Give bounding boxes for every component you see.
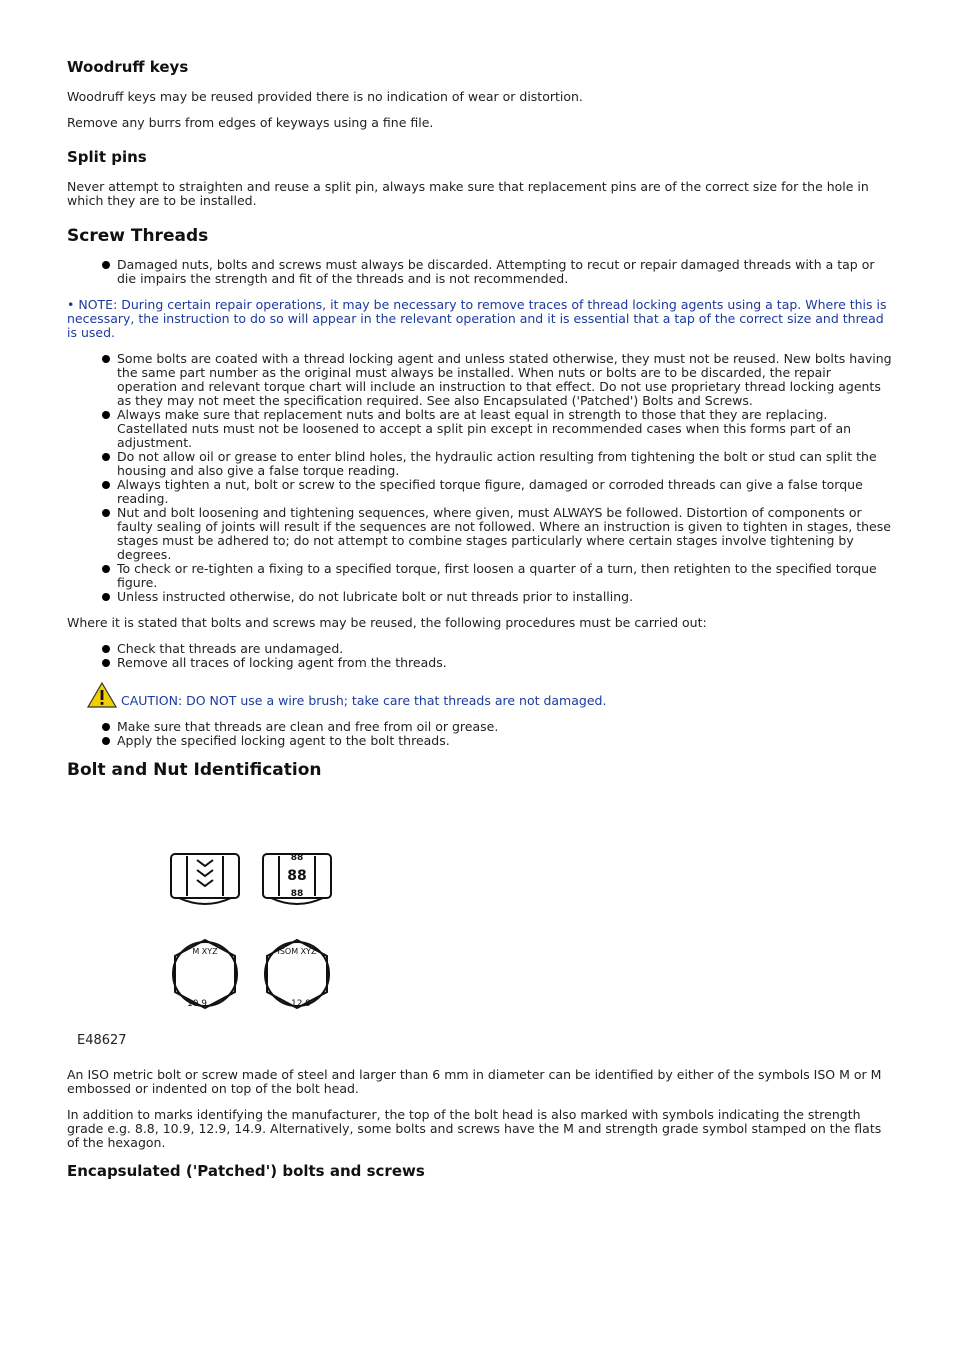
list-item: Some bolts are coated with a thread locking agent and unless stated otherwise, they must not be reused. New bolts having the same part number as the original must always be installed. When nuts or bolts are to be discarded, the repair operation and relevant torque chart will include an instruction to that effect. Do not use proprietary thread locking agents as they may not meet the specification required. See also Encapsulated ('Patched') Bolts and Screws. xyxy=(67,352,893,408)
list-item: Unless instructed otherwise, do not lubricate bolt or nut threads prior to installing. xyxy=(67,590,893,604)
arc-text-left: M XYZ xyxy=(192,947,218,956)
bolt-identification-figure xyxy=(75,836,405,1054)
bolt-id-text-1: An ISO metric bolt or screw made of steel and larger than 6 mm in diameter can be identified by either of the symbols ISO M or M embossed or indented on top of the bolt head. xyxy=(67,1067,882,1096)
reuse-intro: Where it is stated that bolts and screws may be reused, the following procedures must be carried out: xyxy=(67,615,707,630)
grade-mark-left: 10.9 xyxy=(186,999,208,1009)
list-item: Apply the specified locking agent to the bolt threads. xyxy=(67,734,893,748)
list-item: Check that threads are undamaged. xyxy=(67,642,893,656)
caution-text: CAUTION: DO NOT use a wire brush; take care that threads are not damaged. xyxy=(121,693,607,708)
list-item: Always tighten a nut, bolt or screw to the specified torque figure, damaged or corroded threads can give a false torque reading. xyxy=(67,478,893,506)
woodruff-text-1: Woodruff keys may be reused provided there is no indication of wear or distortion. xyxy=(67,89,583,104)
list-item: Nut and bolt loosening and tightening sequences, where given, must ALWAYS be followed. Distortion of components or faulty sealing of joints will result if the sequences are not followed. Where an instruction is given to tighten in stages, these stages must be adhered to; do not attempt to combine stages particularly where certain stages involve tightening by degrees. xyxy=(67,506,893,562)
grade-mark-right: 12.9 xyxy=(290,999,312,1009)
list-item: Damaged nuts, bolts and screws must always be discarded. Attempting to recut or repair damaged threads with a tap or die impairs the strength and fit of the threads and is not recommended. xyxy=(67,258,893,286)
split-pins-text: Never attempt to straighten and reuse a split pin, always make sure that replacement pins are of the correct size for the hole in which they are to be installed. xyxy=(67,179,869,208)
figure-caption: E48627 xyxy=(77,1033,127,1048)
split-pins-heading: Split pins xyxy=(67,148,147,166)
head-mark-middle: 88 xyxy=(287,868,307,884)
bolt-id-heading: Bolt and Nut Identification xyxy=(67,760,322,780)
final-list xyxy=(67,720,893,748)
bolt-side-view-left xyxy=(171,854,239,904)
reuse-list xyxy=(67,642,893,670)
list-item: Make sure that threads are clean and free from oil or grease. xyxy=(67,720,893,734)
screw-threads-list-1 xyxy=(67,258,893,286)
bolt-id-text-2: In addition to marks identifying the manufacturer, the top of the bolt head is also marked with symbols indicating the strength grade e.g. 8.8, 10.9, 12.9, 14.9. Alternatively, some bolts and screws have the M and strength grade symbol stamped on the flats of the hexagon. xyxy=(67,1107,882,1150)
thread-note: • NOTE: During certain repair operations, it may be necessary to remove traces of thread locking agents using a tap. Where this is necessary, the instruction to do so will appear in the relevant operation and it is essential that a tap of the correct size and thread is used. xyxy=(67,297,887,340)
head-mark-top: 88 xyxy=(290,853,304,863)
head-mark-bottom: 88 xyxy=(290,889,304,899)
screw-threads-heading: Screw Threads xyxy=(67,226,209,246)
warning-triangle-icon xyxy=(87,682,117,708)
document-page xyxy=(67,58,893,1194)
list-item: Remove all traces of locking agent from the threads. xyxy=(67,656,893,670)
arc-text-right: ISOM XYZ xyxy=(277,947,317,956)
bolt-heads-illustration xyxy=(75,836,405,1054)
caution-block xyxy=(87,682,893,708)
woodruff-text-2: Remove any burrs from edges of keyways using a fine file. xyxy=(67,115,434,130)
encapsulated-heading: Encapsulated ('Patched') bolts and screws xyxy=(67,1162,425,1180)
list-item: Do not allow oil or grease to enter blind holes, the hydraulic action resulting from tightening the bolt or stud can split the housing and also give a false torque reading. xyxy=(67,450,893,478)
list-item: Always make sure that replacement nuts and bolts are at least equal in strength to those that they are replacing. Castellated nuts must not be loosened to accept a split pin except in recommended cases when this forms part of an adjustment. xyxy=(67,408,893,450)
screw-threads-list-2 xyxy=(67,352,893,604)
woodruff-heading: Woodruff keys xyxy=(67,58,189,76)
list-item: To check or re-tighten a fixing to a specified torque, first loosen a quarter of a turn, then retighten to the specified torque figure. xyxy=(67,562,893,590)
